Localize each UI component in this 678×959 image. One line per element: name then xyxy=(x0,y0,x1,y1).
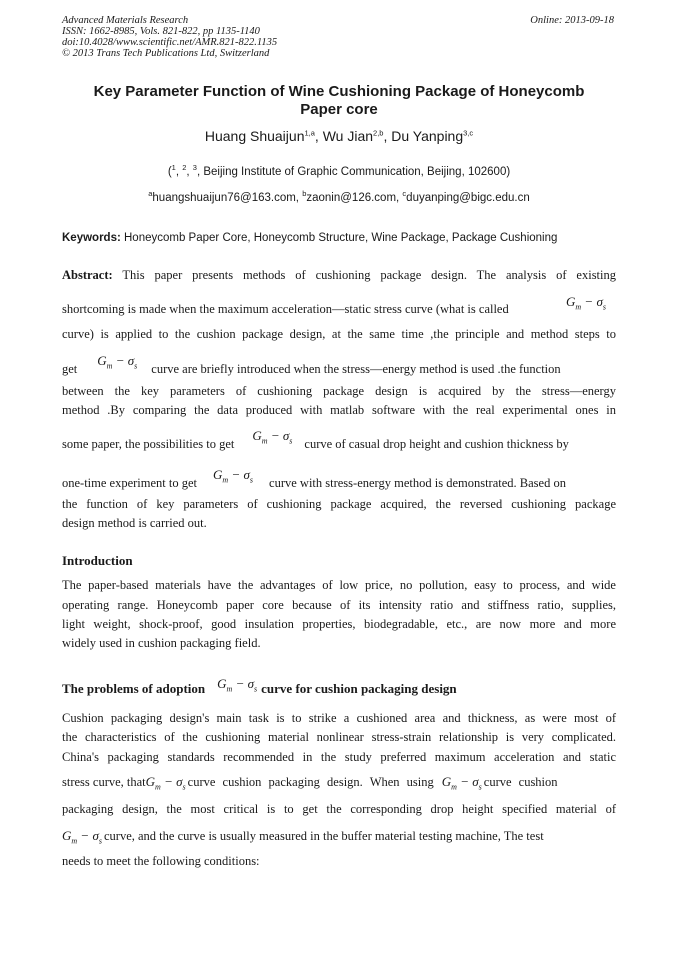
problems-line: $G_m - \sigma_s$ curve, and the curve is usually measured in the buffer material testing machine, The test xyxy=(62,828,544,846)
problems-line: needs to meet the following conditions: xyxy=(62,854,260,868)
abstract-line: the function of key parameters of cushioning package acquired, the reversed cushioning package xyxy=(62,497,616,511)
formula-gm-sigma: $G_m - \sigma_s$ xyxy=(97,353,138,371)
affiliation-text: , Beijing Institute of Graphic Communication, Beijing, 102600) xyxy=(196,166,511,178)
abstract-line: getG$_m$ − $\sigma_s$ curve are briefly introduced when the stress—energy method is used .the function xyxy=(62,353,561,376)
author-list: Huang Shuaijun$^{1,a}$, Wu Jian$^{2,b}$, Du Yanping$^{3,c}$ xyxy=(204,128,474,144)
intro-line: widely used in cushion packaging field. xyxy=(62,636,261,650)
abstract-line: shortcoming is made when the maximum acceleration—static stress curve (what is called $G_m - \sigma_s$ xyxy=(62,302,616,317)
formula-gm-sigma: $G_m - \sigma_s$ xyxy=(62,828,102,846)
abstract-line: curve) is applied to the cushion package design, at the same time ,the principle and method steps to xyxy=(62,327,616,341)
affiliation: ($^1$, $^2$, $^3$, Beijing Institute of Graphic Communication, Beijing, 102600) xyxy=(167,163,511,178)
keywords-text: Honeycomb Paper Core, Honeycomb Structure, Wine Package, Package Cushioning xyxy=(124,232,558,244)
formula-gm-sigma: $G_m - \sigma_s$ xyxy=(441,774,482,792)
email-address[interactable]: huangshuaijun76@163.com xyxy=(152,192,296,204)
abstract-line: some paper, the possibilities to getG$_m$ − $\sigma_s$ curve of casual drop height and cushion thickness by xyxy=(62,428,569,451)
issn-line: ISSN: 1662-8985, Vols. 821-822, pp 1135-1140 xyxy=(62,26,260,37)
journal-name: Advanced Materials Research xyxy=(62,15,189,26)
email-address[interactable]: zaonin@126.com xyxy=(306,192,397,204)
abstract-line: design method is carried out. xyxy=(62,516,207,530)
problems-heading: The problems of adoption $G_m - \sigma_s$ curve for cushion packaging design xyxy=(62,676,457,696)
keywords xyxy=(62,232,616,244)
journal-header xyxy=(62,15,614,59)
author-name: Huang Shuaijun xyxy=(204,128,305,144)
author-name: Du Yanping xyxy=(391,128,464,144)
paper-title xyxy=(62,83,616,119)
online-date: Online: 2013-09-18 xyxy=(530,15,614,26)
problems-line: the characteristics of the cushioning material nonlinear stress-strain relationship is very complicated. xyxy=(62,730,616,744)
abstract-line: method .By comparing the data produced with matlab software with the real experimental ones in xyxy=(62,403,616,417)
formula-gm-sigma: $G_m - \sigma_s$ xyxy=(213,467,254,485)
keywords-label: Keywords: xyxy=(62,232,121,244)
intro-line: operating range. Honeycomb paper core because of its intensity ratio and stiffness ratio, supplies, xyxy=(62,598,616,612)
problems-line: stress curve, thatG$_m$ − $\sigma_s$ curve cushion packaging design. When using $G_m - \sigma_s$ curve cushion xyxy=(62,774,558,792)
author-sup: 1,a xyxy=(304,128,315,138)
author-sup: 3,c xyxy=(463,128,474,138)
problems-line: packaging design, the most critical is to get the corresponding drop height specified material of xyxy=(62,802,616,816)
author-sup: 2,b xyxy=(373,128,384,138)
email-address[interactable]: duyanping@bigc.edu.cn xyxy=(406,192,530,204)
intro-line: The paper-based materials have the advantages of low price, no pollution, easy to process, and wide xyxy=(62,578,616,592)
problems-line: Cushion packaging design's main task is to strike a cushioned area and thickness, as were most of xyxy=(62,711,616,725)
formula-gm-sigma: $G_m - \sigma_s$ xyxy=(145,774,186,792)
problems-line: China's packaging standards recommended in the study preferred maximum acceleration and static xyxy=(62,750,616,764)
abstract-line: one-time experiment to getG$_m$ − $\sigma_s$ curve with stress-energy method is demonstrated. Based on xyxy=(62,467,566,490)
title-line-1: Key Parameter Function of Wine Cushioning Package of Honeycomb xyxy=(93,83,585,100)
title-line-2: Paper core xyxy=(300,101,378,118)
formula-gm-sigma: $G_m - \sigma_s$ xyxy=(252,428,293,446)
author-name: Wu Jian xyxy=(322,128,374,144)
abstract-line: Abstract: This paper presents methods of cushioning package design. The analysis of existing xyxy=(62,268,617,282)
doi-line: doi:10.4028/www.scientific.net/AMR.821-822.1135 xyxy=(62,37,278,48)
abstract-line: between the key parameters of cushioning package design is acquired by the stress—energy xyxy=(62,384,616,398)
formula-gm-sigma: $G_m - \sigma_s$ xyxy=(217,676,258,694)
intro-line: light weight, shock-proof, good insulation properties, biodegradable, etc., are now more and more xyxy=(62,617,616,631)
introduction-heading: Introduction xyxy=(62,553,133,568)
abstract-label: Abstract: xyxy=(62,268,113,282)
copyright-line: © 2013 Trans Tech Publications Ltd, Switzerland xyxy=(62,48,270,59)
formula-gm-sigma: $G_m - \sigma_s$ xyxy=(566,294,606,312)
email-list: $^a$huangshuaijun76@163.com, $^b$zaonin@126.com, $^c$duyanping@bigc.edu.cn xyxy=(148,189,530,204)
